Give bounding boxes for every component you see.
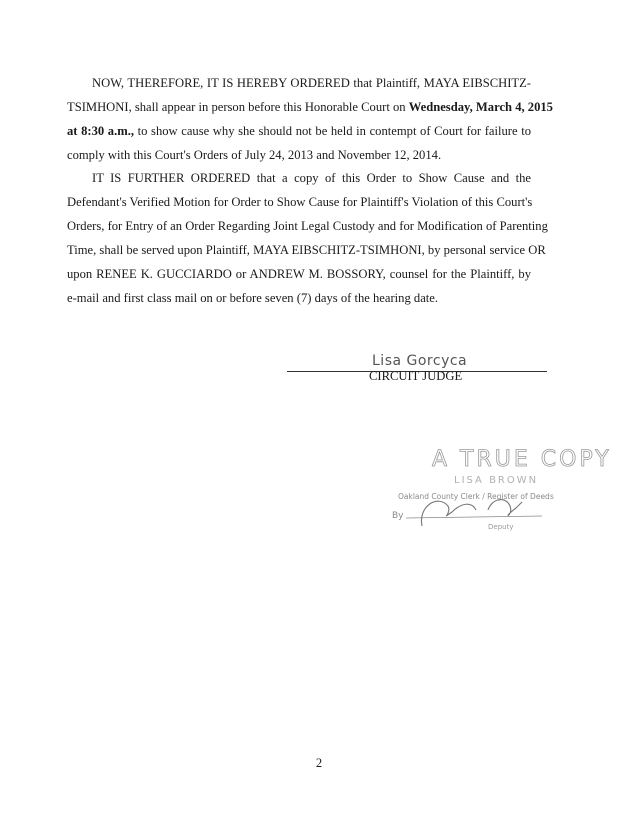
stamp-deputy: Deputy <box>488 523 514 531</box>
text-line: Defendant's Verified Motion for Order to Show Cause for Plaintiff's Violation of this Court's <box>67 195 533 209</box>
stamp-name: LISA BROWN <box>454 475 539 486</box>
text-line <box>67 123 531 139</box>
text-line: Orders, for Entry of an Order Regarding Joint Legal Custody and for Modification of Parenting <box>67 219 548 233</box>
text-line: Time, shall be served upon Plaintiff, MAYA EIBSCHITZ-TSIMHONI, by personal service OR <box>67 243 546 257</box>
text-span: TSIMHONI, shall appear in person before this Honorable Court on <box>67 100 409 114</box>
text-line: IT IS FURTHER ORDERED that a copy of this Order to Show Cause and the <box>92 171 531 185</box>
judge-signature: Lisa Gorcyca <box>372 353 468 369</box>
text-line: upon RENEE K. GUCCIARDO or ANDREW M. BOSSORY, counsel for the Plaintiff, by <box>67 267 531 281</box>
text-line: NOW, THEREFORE, IT IS HEREBY ORDERED that Plaintiff, MAYA EIBSCHITZ- <box>92 76 531 90</box>
text-span: to show cause why she should not be held in contempt of Court for failure to <box>134 124 531 138</box>
text-line: comply with this Court's Orders of July 24, 2013 and November 12, 2014. <box>67 148 442 162</box>
stamp-title: A TRUE COPY <box>432 447 612 472</box>
true-copy-stamp <box>392 436 612 546</box>
text-line: e-mail and first class mail on or before seven (7) days of the hearing date. <box>67 291 439 305</box>
hearing-time: at 8:30 a.m., <box>67 124 135 138</box>
stamp-office: Oakland County Clerk / Register of Deeds <box>398 492 554 501</box>
judge-title: CIRCUIT JUDGE <box>369 369 463 383</box>
text-line <box>67 99 553 115</box>
stamp-by: By <box>392 511 404 521</box>
hearing-date: Wednesday, March 4, 2015 <box>408 100 553 114</box>
page-number: 2 <box>315 756 323 770</box>
